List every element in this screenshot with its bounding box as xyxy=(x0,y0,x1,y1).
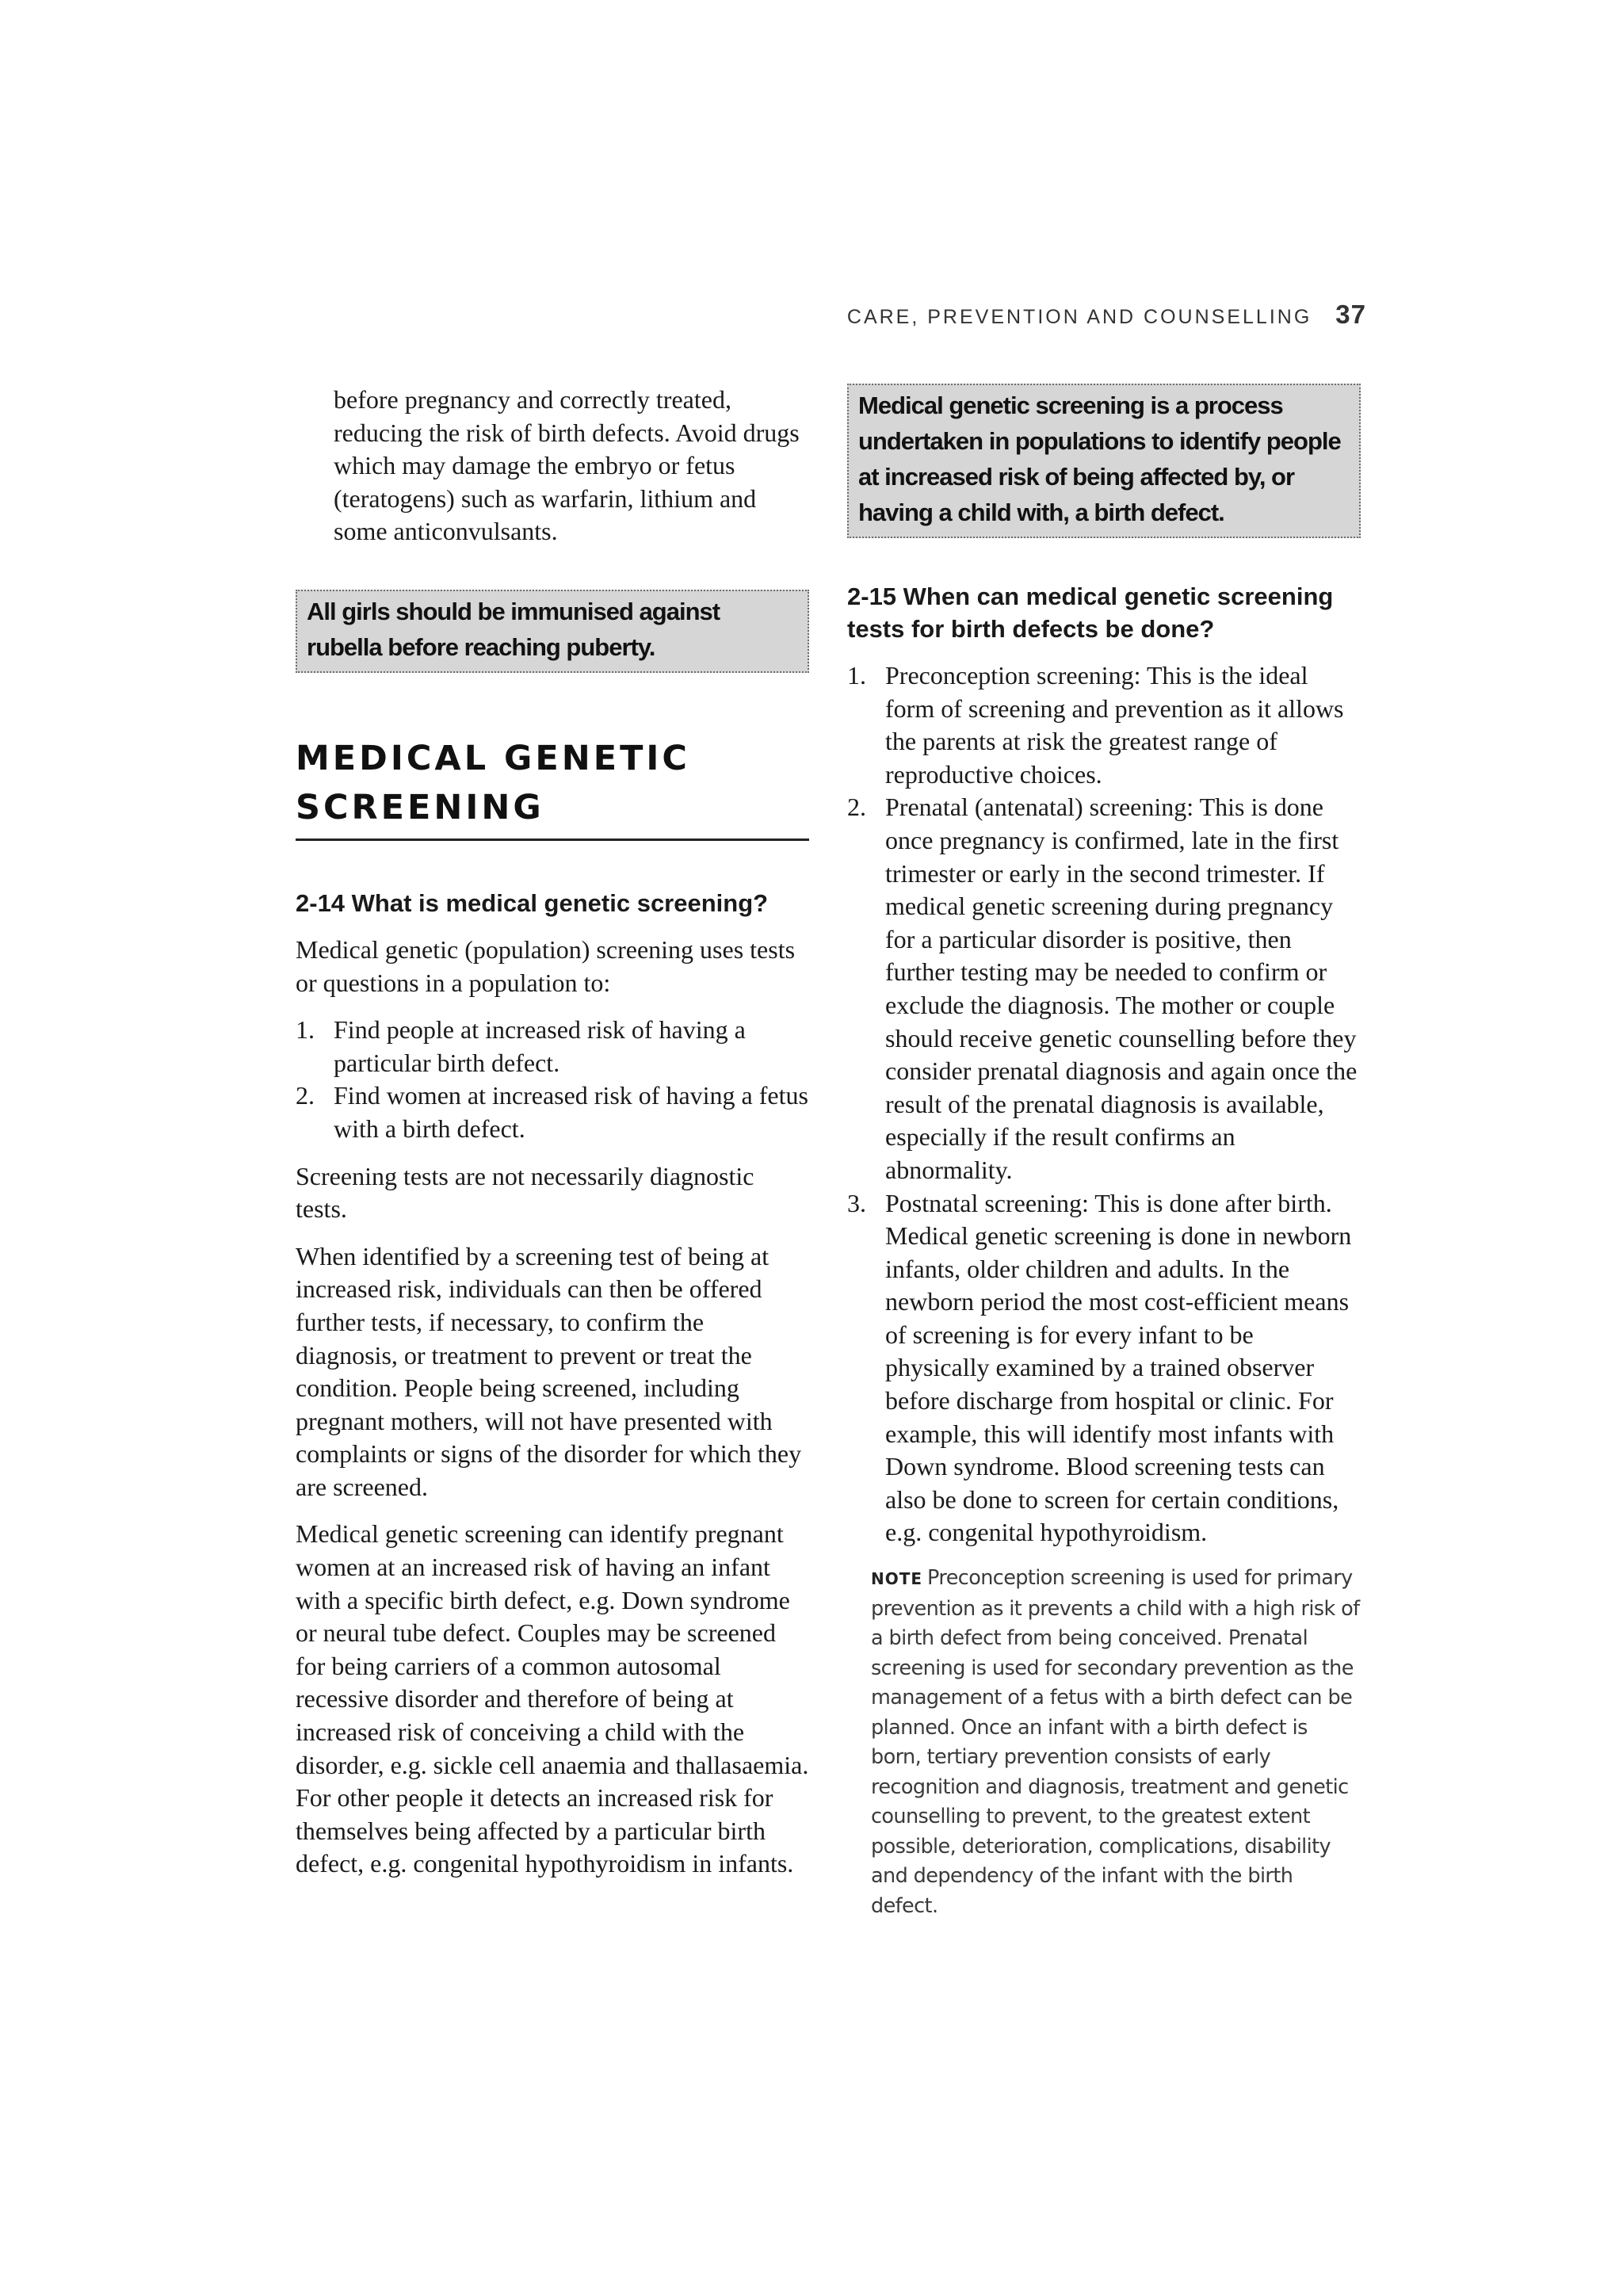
question-heading-2-15: 2-15 When can medical genetic screening tests for birth defects be done? xyxy=(847,583,1334,643)
list-number: 1. xyxy=(296,1015,315,1045)
running-title: CARE, PREVENTION AND COUNSELLING xyxy=(846,306,1312,328)
body-paragraph: Screening tests are not necessarily diagnostic tests. xyxy=(296,1161,754,1224)
right-column xyxy=(847,384,1361,1921)
running-header xyxy=(847,300,1366,330)
page-number: 37 xyxy=(1335,300,1366,329)
list-number: 3. xyxy=(847,1188,866,1217)
list-item xyxy=(847,791,1361,1186)
question-heading-2-14: 2-14 What is medical genetic screening? xyxy=(296,888,769,917)
list-item-text: Postnatal screening: This is done after birth. Medical genetic screening is done in newborn infants, older children and adults. In the newborn period the most cost-efficient means of screening is for every infant to be physically examined by a trained observer before discharge from hospital or clinic. For example, this will identify most infants with Down syndrome. Blood screening tests can also be done to screen for certain conditions, e.g. congenital hypothyroidism. xyxy=(885,1188,1352,1547)
definition-callout-box: Medical genetic screening is a process undertaken in populations to identify people at increased risk of being affected by, or having a child with, a birth defect. xyxy=(847,384,1361,538)
body-paragraph: Medical genetic screening can identify pregnant women at an increased risk of having an infant with a specific birth defect, e.g. Down syndrome or neural tube defect. Couples may be screened for being carriers of a common autosomal recessive disorder and therefore of being at increased risk of conceiving a child with the disorder, e.g. sickle cell anaemia and thallasaemia. For other people it detects an increased risk for themselves being affected by a particular birth defect, e.g. congenital hypothyroidism in infants. xyxy=(296,1519,809,1878)
intro-paragraph: Medical genetic (population) screening uses tests or questions in a population to: xyxy=(296,934,796,997)
screening-timing-list xyxy=(847,659,1361,1549)
body-paragraph: When identified by a screening test of being at increased risk, individuals can then be offered further tests, if necessary, to confirm the diagnosis, or treatment to prevent or treat the condition. People being screened, including pregnant mothers, will not have presented with complaints or signs of the disorder for which they are screened. xyxy=(296,1241,802,1501)
list-item-text: Prenatal (antenatal) screening: This is done once pregnancy is confirmed, late in the first trimester or early in the second trimester. If medical genetic screening during pregnancy for a particular disorder is positive, then further testing may be needed to confirm or exclude the diagnosis. The mother or couple should receive genetic counselling before they consider prenatal diagnosis and again once the result of the prenatal diagnosis is available, especially if the result confirms an abnormality. xyxy=(885,793,1358,1184)
list-item-text: Preconception screening: This is the ideal form of screening and prevention as it allows the parents at risk the greatest range of reproductive choices. xyxy=(885,661,1344,789)
left-column xyxy=(296,384,809,1895)
list-number: 2. xyxy=(847,793,866,822)
section-title: MEDICAL GENETIC SCREENING xyxy=(296,734,809,841)
list-item-text: Find people at increased risk of having a particular birth defect. xyxy=(334,1015,746,1077)
note-paragraph xyxy=(871,1564,1361,1921)
note-text: Preconception screening is used for primary prevention as it prevents a child with a high risk of a birth defect from being conceived. Prenatal screening is used for secondary prevention as the management of a fetus with a birth defect can be planned. Once an infant with a birth defect is born, tertiary prevention consists of early recognition and diagnosis, treatment and genetic counselling to prevent, to the greatest extent possible, deterioration, complications, disability and dependency of the infant with the birth defect. xyxy=(871,1566,1360,1918)
list-item xyxy=(847,659,1361,791)
list-item xyxy=(296,1079,809,1145)
list-item xyxy=(296,1014,809,1079)
list-item-text: Find women at increased risk of having a fetus with a birth defect. xyxy=(334,1081,808,1143)
list-number: 2. xyxy=(296,1081,315,1110)
continued-paragraph: before pregnancy and correctly treated, reducing the risk of birth defects. Avoid drugs which may damage the embryo or fetus (teratogens) such as warfarin, lithium and some anticonvulsants. xyxy=(334,385,800,546)
screening-purpose-list xyxy=(296,1014,809,1145)
rubella-callout-box: All girls should be immunised against rubella before reaching puberty. xyxy=(296,590,809,673)
list-number: 1. xyxy=(847,661,866,690)
note-label: NOTE xyxy=(871,1569,923,1589)
list-item xyxy=(847,1187,1361,1550)
